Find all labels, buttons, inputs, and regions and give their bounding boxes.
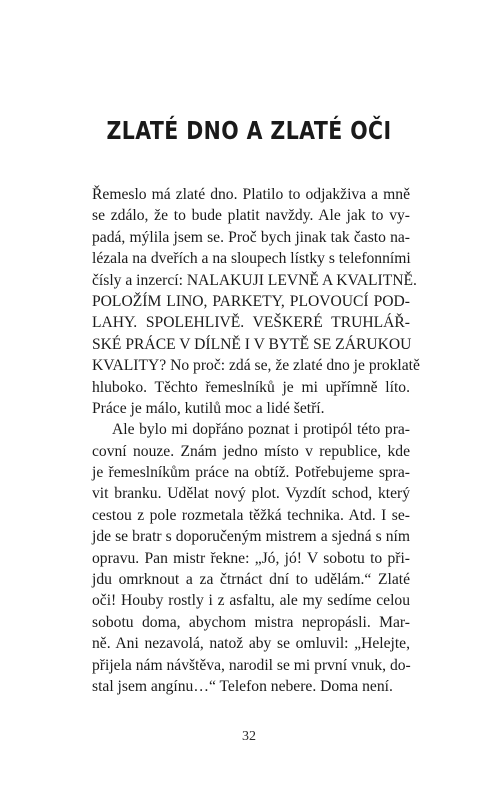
chapter-title: ZLATÉ DNO A ZLATÉ OČI [106, 116, 392, 145]
text-line: je řemeslníkům práce na obtíž. Potřebujeme spra- [92, 464, 410, 482]
page-number: 32 [242, 729, 256, 744]
text-line: SKÉ PRÁCE V DÍLNĚ I V BYTĚ SE ZÁRUKOU [92, 335, 412, 353]
text-line: lézala na dveřích a na sloupech lístky s telefonními [92, 250, 411, 268]
text-line: sobotu doma, abychom mistra nepropásli. Mar- [92, 613, 410, 631]
text-line: LAHY. SPOLEHLIVĚ. VEŠKERÉ TRUHLÁŘ- [92, 314, 410, 332]
text-line: oči! Houby rostly i z asfaltu, ale my sedíme celou [92, 592, 410, 610]
text-line: KVALITY? No proč: zdá se, že zlaté dno je proklatě [92, 357, 420, 375]
text-line: padá, mýlila jsem se. Proč bych jinak tak často na- [92, 228, 410, 246]
text-line: jdu omrknout a za čtrnáct dní to udělám.“ Zlaté [92, 571, 410, 589]
text-line: stal jsem angínu…“ Telefon nebere. Doma není. [92, 677, 393, 695]
text-line: covní nouze. Znám jedno místo v republice, kde [92, 442, 410, 460]
paragraph-1 [92, 184, 420, 419]
text-line: vit branku. Udělat nový plot. Vyzdít schod, který [92, 485, 410, 503]
text-line: Ale bylo mi dopřáno poznat i protipól této pra- [112, 421, 410, 439]
text-line: Řemeslo má zlaté dno. Platilo to odjakživa a mně [92, 186, 410, 203]
text-line: čísly a inzercí: NALAKUJI LEVNĚ A KVALITNĚ. [92, 271, 417, 289]
text-line: jde se bratr s doporučeným mistrem a sjedná s ním [92, 528, 410, 546]
paragraph-2 [92, 419, 410, 697]
text-line: opravu. Pan mistr řekne: „Jó, jó! V sobotu to při- [92, 549, 410, 567]
text-line: hluboko. Těchto řemeslníků je mi upřímně líto. [92, 378, 410, 396]
text-line: se zdálo, že to bude platit navždy. Ale jak to vy- [92, 207, 410, 225]
body-text [92, 184, 420, 697]
text-line: Práce je málo, kutilů moc a lidé šetří. [92, 399, 325, 417]
text-line: ně. Ani nezavolá, natož aby se omluvil: „Helejte, [92, 635, 410, 653]
text-line: POLOŽÍM LINO, PARKETY, PLOVOUCÍ POD- [92, 292, 410, 310]
text-line: cestou z pole rozmetala těžká technika. Atd. I se- [92, 506, 410, 524]
text-line: přijela nám návštěva, narodil se mi první vnuk, do- [92, 656, 411, 674]
